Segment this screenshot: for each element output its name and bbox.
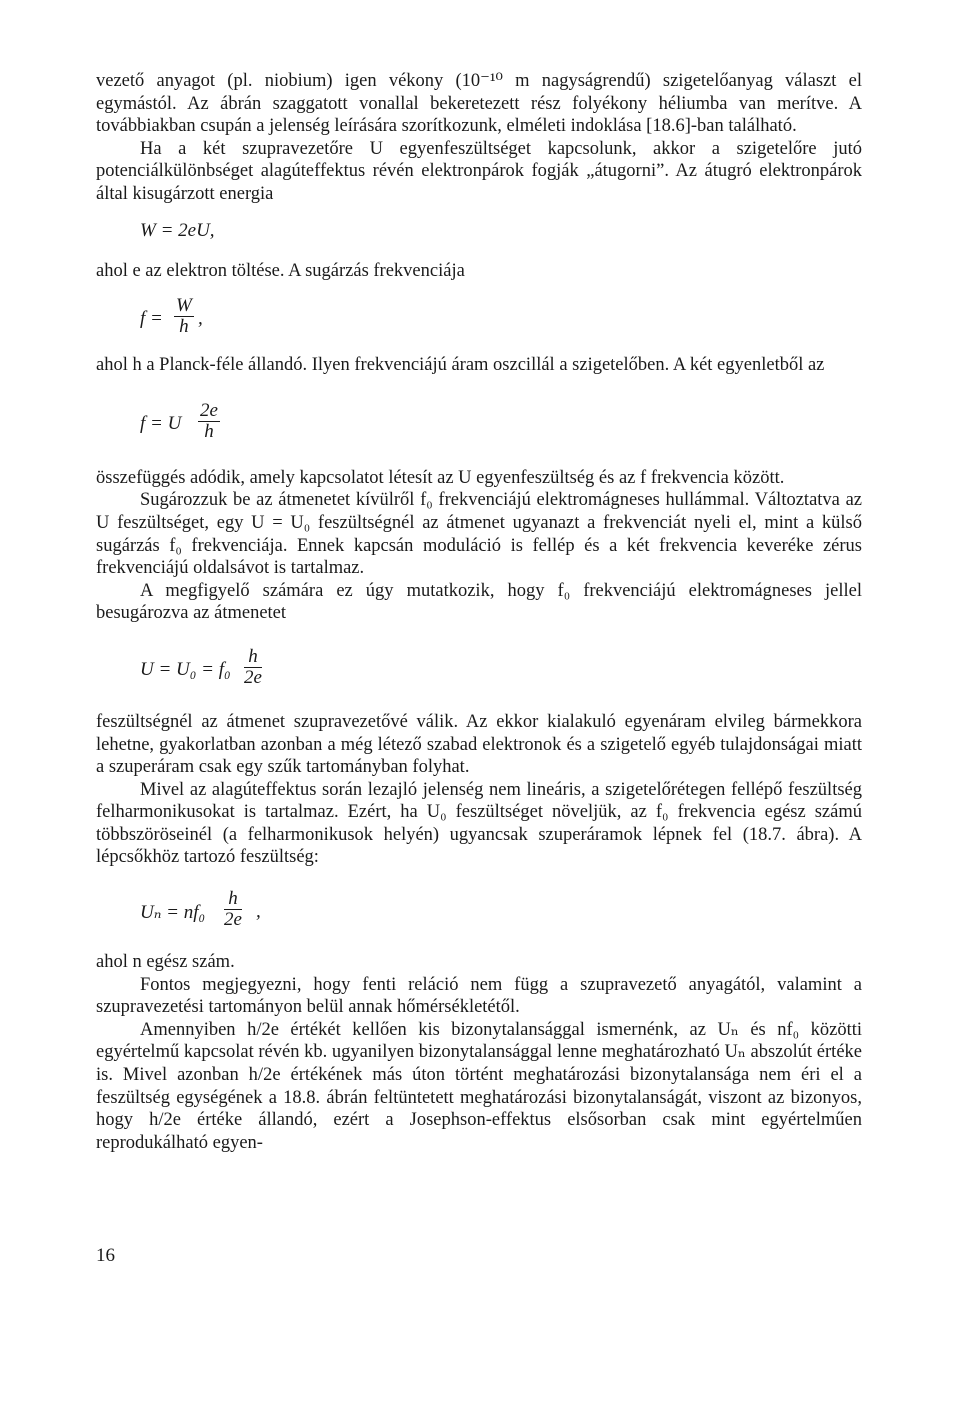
paragraph-1: vezető anyagot (pl. niobium) igen vékony (10⁻¹⁰ m nagyságrendű) szigetelőanyag választ el egymástól. Az ábrán szaggatott vonallal bekeretezett rész folyékony héliumba van merítve. A továbbiakban csupán a jelenség leírására szorítkozunk, elméleti indoklása [18.6]-ban található. [96, 71, 862, 137]
combined-fraction [198, 401, 220, 442]
paragraph-2: Ha a két szupravezetőre U egyenfeszültséget kapcsolunk, akkor a szigetelőre jutó potenciálkülönbséget alagúteffektus révén elektronpárok fogják „átugorni”. Az átugró elektronpárok által kisugárzott energia [96, 138, 862, 204]
u0-fraction [244, 647, 262, 688]
page-number: 16 [96, 1245, 115, 1266]
paragraph-11: Fontos megjegyezni, hogy fenti reláció nem függ a szupravezető anyagától, valamint a szupravezetési tartományon belül annak hőmérsékletétől. [96, 974, 862, 1018]
u0-denominator: 2e [244, 666, 262, 688]
un-numerator: h [224, 889, 242, 910]
paragraph-12: Amennyiben h/2e értékét kellően kis bizonytalansággal ismernénk, az Uₙ és nf₀ közötti egyértelmű kapcsolat révén kb. ugyanilyen bizonytalansággal lenne meghatározható Uₙ abszolút értéke is. Mivel azonban h/2e értékének más úton történt meghatározási bizonytalansága nem éri el a feszültség egységének a 18.8. ábrán feltüntetett meghatározási bizonytalanságát, viszont az bizonyos, hogy h/2e értéke állandó, ezért a Josephson-effektus elsősorban csak mint egyértelműen reprodukálható egyen- [96, 1019, 862, 1153]
paragraph-3: ahol e az elektron töltése. A sugárzás frekvenciája [96, 260, 465, 281]
page-body [96, 70, 862, 1154]
freq-numerator: W [176, 295, 192, 317]
paragraph-6: Sugározzuk be az átmenetet kívülről f₀ frekvenciájú elektromágneses hullámmal. Változtatva az U feszültséget, egy U = U₀ feszültségnél az átmenet ugyanazt a frekvenciát nyeli el, mint a külső sugárzás f₀ frekvenciája. Ennek kapcsán moduláció is fellép és a két frekvencia keveréke zérus frekvenciájú oldalsávot is tartalmaz. [96, 490, 862, 579]
equation-energy: W = 2eU, [140, 219, 215, 241]
equation-frequency [140, 288, 862, 348]
paragraph-9: Mivel az alagúteffektus során lezajló jelenség nem lineáris, a szigetelőrétegen fellépő feszültség felharmonikusokat is tartalmaz. Ezért, ha U₀ feszültséget növeljük, az f₀ frekvencia egész számú többszöröseinél (a felharmonikusok helyén) ugyancsak szuperáramok lépnek fel (18.7. ábra). A lépcsőkhöz tartozó feszültség: [96, 779, 862, 868]
equation-u0 [140, 639, 862, 699]
freq-tail: , [198, 308, 203, 330]
un-lhs: Uₙ = nf₀ [140, 902, 206, 924]
un-tail: , [256, 901, 261, 923]
u0-lhs: U = U₀ = f₀ [140, 658, 231, 680]
paragraph-8: feszültségnél az átmenet szupravezetővé válik. Az ekkor kialakuló egyenáram elvileg bármekkora lehetne, gyakorlatban azonban a még létező szabad elektronok és a szigetelő egyéb tulajdonságai miatt a szuperáram csak egy szűk tartományban folyhat. [96, 711, 862, 778]
paragraph-10: ahol n egész szám. [96, 952, 235, 973]
freq-lhs: f = [140, 308, 163, 330]
combined-denominator: h [204, 420, 214, 442]
equation-un [140, 881, 862, 941]
un-denominator: 2e [224, 909, 242, 931]
paragraph-5: összefüggés adódik, amely kapcsolatot létesít az U egyenfeszültség és az f frekvencia között. [96, 467, 785, 488]
un-fraction [224, 889, 242, 930]
combined-numerator: 2e [200, 399, 218, 421]
paragraph-7: A megfigyelő számára ez úgy mutatkozik, hogy f₀ frekvenciájú elektromágneses jellel besugározva az átmenetet [96, 580, 862, 624]
freq-denominator: h [179, 316, 189, 338]
equation-combined [140, 393, 862, 453]
paragraph-4: ahol h a Planck-féle állandó. Ilyen frekvenciájú áram oszcillál a szigetelőben. A két egyenletből az [96, 355, 825, 376]
u0-numerator: h [244, 647, 262, 668]
combined-lhs: f = U [140, 412, 182, 434]
freq-fraction [174, 296, 194, 337]
